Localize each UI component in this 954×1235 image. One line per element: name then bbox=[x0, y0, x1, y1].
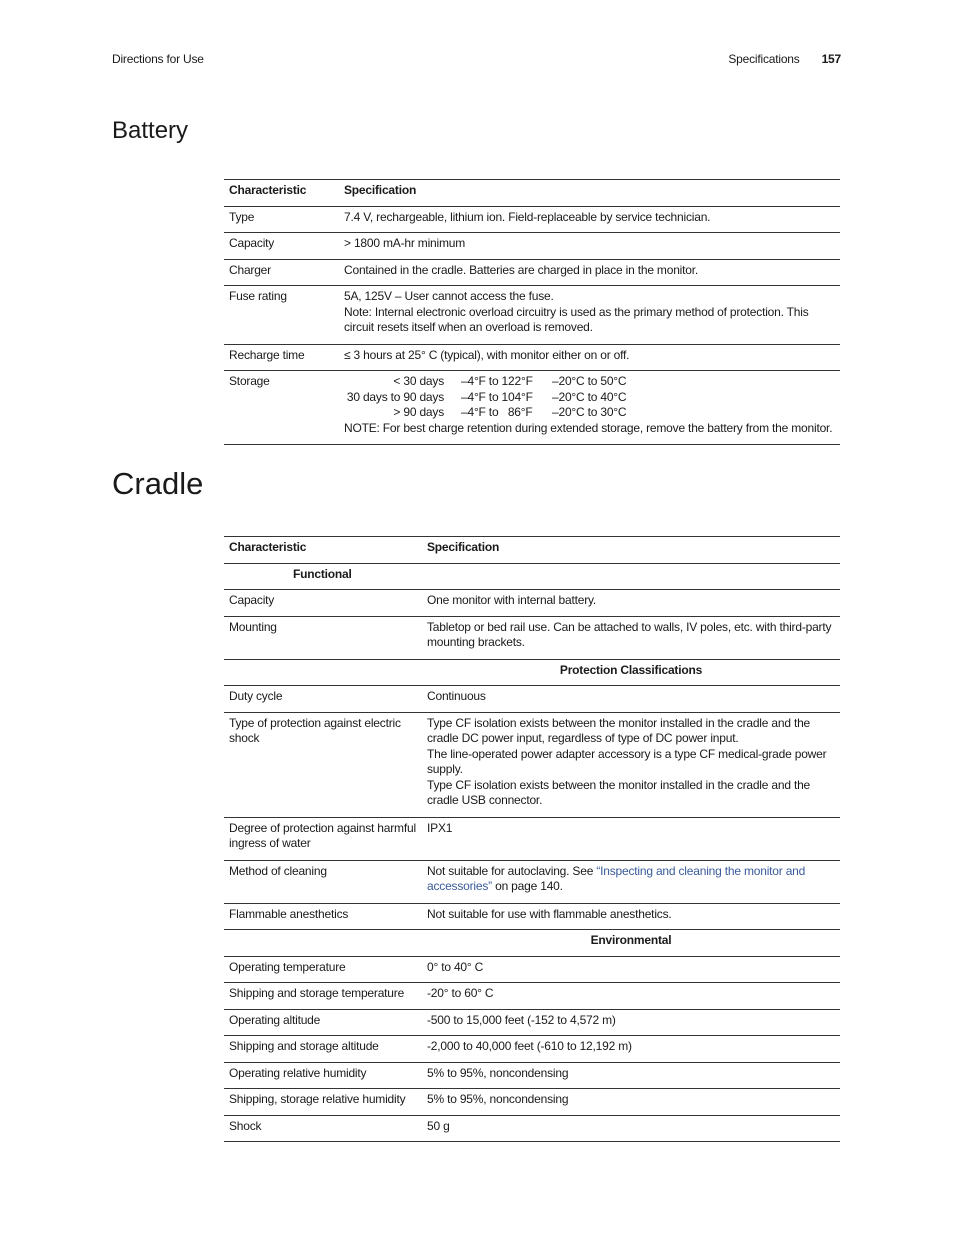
storage-fahrenheit: –4°F to 122°F bbox=[461, 374, 533, 388]
running-header-section: Specifications bbox=[728, 52, 800, 66]
section-heading: Protection Classifications bbox=[422, 659, 840, 686]
row-value: 5% to 95%, noncondensing bbox=[422, 1089, 840, 1116]
storage-celsius: –20°C to 50°C bbox=[552, 374, 627, 388]
section-row-functional bbox=[224, 563, 840, 590]
row-value: 50 g bbox=[422, 1115, 840, 1142]
table-header-row bbox=[224, 180, 840, 207]
section-row-environmental bbox=[224, 930, 840, 957]
column-header-specification: Specification bbox=[422, 537, 840, 564]
fuse-rating-note: Note: Internal electronic overload circuitry is used as the primary method of protection. This circuit resets itself when an overload is removed. bbox=[344, 304, 809, 334]
row-label: Method of cleaning bbox=[224, 860, 422, 903]
table-row bbox=[224, 344, 840, 371]
shock-protection-line: Type CF isolation exists between the monitor installed in the cradle and the cradle USB connector. bbox=[427, 777, 811, 807]
table-row bbox=[224, 983, 840, 1010]
table-row bbox=[224, 817, 840, 860]
table-row bbox=[224, 903, 840, 930]
table-row bbox=[224, 259, 840, 286]
table-row bbox=[224, 286, 840, 345]
table-row bbox=[224, 371, 840, 445]
storage-fahrenheit: –4°F to 86°F bbox=[461, 405, 533, 419]
running-header-right bbox=[728, 52, 841, 66]
row-value: -500 to 15,000 feet (-152 to 4,572 m) bbox=[422, 1009, 840, 1036]
row-label: Operating relative humidity bbox=[224, 1062, 422, 1089]
fuse-rating-text: 5A, 125V – User cannot access the fuse. bbox=[344, 289, 554, 303]
storage-spec bbox=[339, 371, 840, 445]
shock-protection-line: Type CF isolation exists between the monitor installed in the cradle and the cradle DC power input, regardless of type of DC power input. bbox=[427, 715, 811, 745]
row-value: Not suitable for use with flammable anesthetics. bbox=[422, 903, 840, 930]
table-row bbox=[224, 1062, 840, 1089]
storage-duration: > 90 days bbox=[393, 405, 444, 419]
row-label: Shipping and storage temperature bbox=[224, 983, 422, 1010]
table-row bbox=[224, 1115, 840, 1142]
table-row bbox=[224, 860, 840, 903]
storage-celsius: –20°C to 40°C bbox=[552, 389, 627, 404]
battery-spec-table bbox=[224, 179, 840, 445]
row-label: Type of protection against electric shock bbox=[224, 712, 422, 817]
row-value: IPX1 bbox=[422, 817, 840, 860]
row-label: Charger bbox=[224, 259, 339, 286]
row-value bbox=[422, 712, 840, 817]
column-header-characteristic: Characteristic bbox=[224, 537, 422, 564]
table-header-row bbox=[224, 537, 840, 564]
cleaning-text-suffix: on page 140. bbox=[491, 879, 563, 893]
page-number: 157 bbox=[821, 52, 841, 66]
row-value: 7.4 V, rechargeable, lithium ion. Field-replaceable by service technician. bbox=[339, 206, 840, 233]
row-label: Type bbox=[224, 206, 339, 233]
section-heading: Functional bbox=[224, 563, 422, 590]
row-value: 0° to 40° C bbox=[422, 956, 840, 983]
row-label: Storage bbox=[224, 371, 339, 445]
row-label: Shipping and storage altitude bbox=[224, 1036, 422, 1063]
table-row bbox=[224, 590, 840, 617]
table-row bbox=[224, 1009, 840, 1036]
battery-heading: Battery bbox=[112, 117, 189, 144]
row-value: One monitor with internal battery. bbox=[422, 590, 840, 617]
table-row bbox=[224, 206, 840, 233]
table-row bbox=[224, 1036, 840, 1063]
row-label: Operating altitude bbox=[224, 1009, 422, 1036]
row-value: Tabletop or bed rail use. Can be attached to walls, IV poles, etc. with third-party mounting brackets. bbox=[422, 616, 840, 659]
row-label: Flammable anesthetics bbox=[224, 903, 422, 930]
table-row bbox=[224, 686, 840, 713]
row-label: Duty cycle bbox=[224, 686, 422, 713]
cradle-heading: Cradle bbox=[112, 466, 204, 501]
table-row bbox=[224, 956, 840, 983]
running-header-title: Directions for Use bbox=[112, 52, 204, 66]
storage-duration: 30 days to 90 days bbox=[346, 389, 444, 404]
row-value bbox=[422, 860, 840, 903]
cleaning-cross-reference-link[interactable]: “Inspecting and cleaning the monitor and accessories” bbox=[427, 863, 806, 893]
table-row bbox=[224, 1089, 840, 1116]
row-value: Contained in the cradle. Batteries are charged in place in the monitor. bbox=[339, 259, 840, 286]
table-row bbox=[224, 616, 840, 659]
row-value bbox=[339, 286, 840, 345]
row-value: > 1800 mA-hr minimum bbox=[339, 233, 840, 260]
cradle-spec-table bbox=[224, 536, 840, 1142]
row-value: ≤ 3 hours at 25° C (typical), with monitor either on or off. bbox=[339, 344, 840, 371]
storage-conditions bbox=[344, 374, 835, 421]
table-row bbox=[224, 712, 840, 817]
row-value: Continuous bbox=[422, 686, 840, 713]
storage-note: NOTE: For best charge retention during extended storage, remove the battery from the monitor. bbox=[344, 420, 833, 435]
section-heading: Environmental bbox=[422, 930, 840, 957]
row-value: -20° to 60° C bbox=[422, 983, 840, 1010]
row-value: 5% to 95%, noncondensing bbox=[422, 1062, 840, 1089]
cleaning-text-prefix: Not suitable for autoclaving. See bbox=[427, 863, 597, 878]
row-label: Recharge time bbox=[224, 344, 339, 371]
row-label: Capacity bbox=[224, 233, 339, 260]
row-label: Degree of protection against harmful ingress of water bbox=[224, 817, 422, 860]
row-value: -2,000 to 40,000 feet (-610 to 12,192 m) bbox=[422, 1036, 840, 1063]
storage-duration: < 30 days bbox=[393, 374, 444, 388]
row-label: Fuse rating bbox=[224, 286, 339, 345]
section-row-protection bbox=[224, 659, 840, 686]
column-header-characteristic: Characteristic bbox=[224, 180, 339, 207]
table-row bbox=[224, 233, 840, 260]
row-label: Capacity bbox=[224, 590, 422, 617]
row-label: Shock bbox=[224, 1115, 422, 1142]
column-header-specification: Specification bbox=[339, 180, 840, 207]
row-label: Shipping, storage relative humidity bbox=[224, 1089, 422, 1116]
storage-celsius: –20°C to 30°C bbox=[552, 405, 627, 419]
shock-protection-line: The line-operated power adapter accessory is a type CF medical-grade power supply. bbox=[427, 746, 827, 776]
storage-fahrenheit: –4°F to 104°F bbox=[461, 389, 533, 404]
row-label: Mounting bbox=[224, 616, 422, 659]
row-label: Operating temperature bbox=[224, 956, 422, 983]
